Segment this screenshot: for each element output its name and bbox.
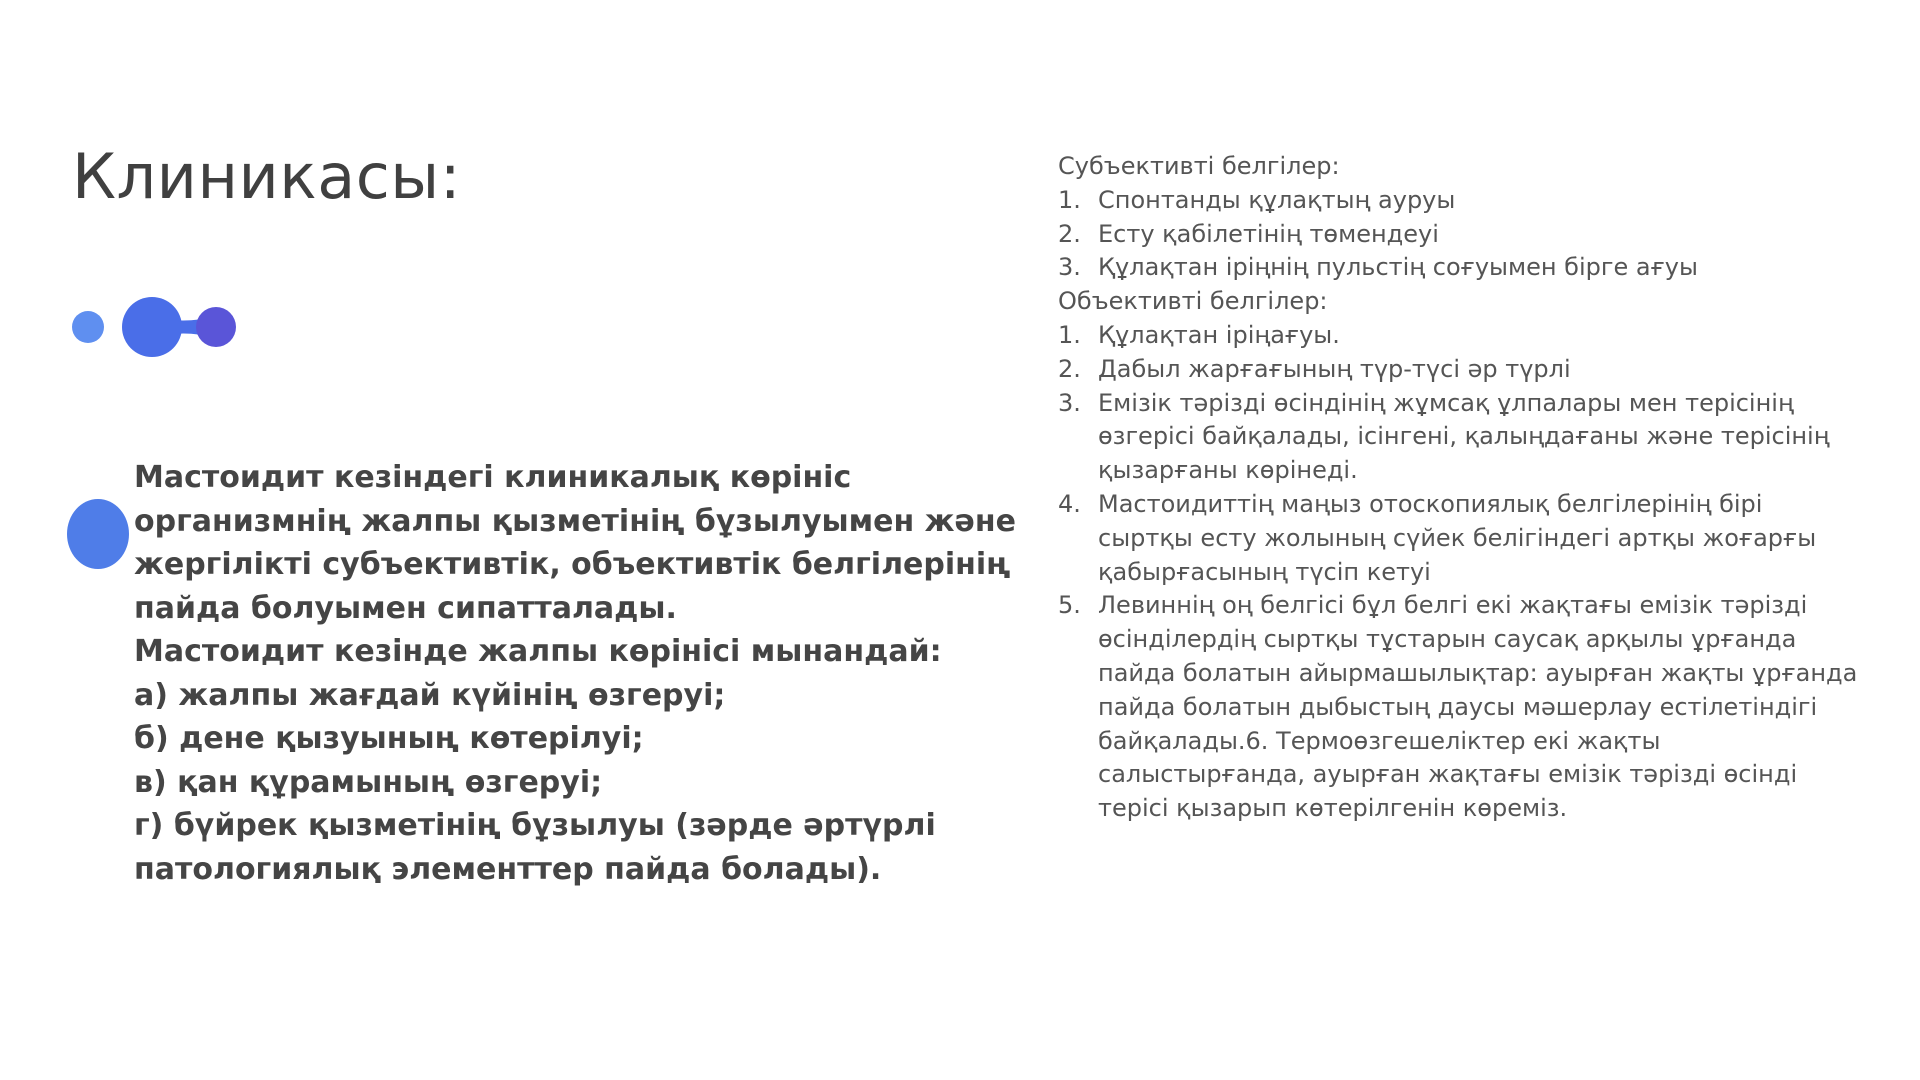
list-text: Емізік тәрізді өсіндінің жұмсақ ұлпалары мен терісінің өзгерісі байқалады, ісінгені, қалыңдағаны және терісінің қызарғаны көрінеді. (1098, 388, 1830, 485)
main-paragraph: а) жалпы жағдай күйінің өзгеруі; (134, 677, 726, 713)
list-item (1058, 589, 1858, 826)
list-text: Құлақтан іріңағуы. (1098, 320, 1340, 349)
subjective-heading: Субъективті белгілер: (1058, 152, 1340, 180)
list-item (1058, 218, 1858, 252)
list-number: 3. (1058, 253, 1081, 282)
main-paragraph: в) қан құрамының өзгеруі; (134, 764, 603, 800)
bullet-dot-shape (67, 499, 129, 569)
list-item (1058, 488, 1858, 589)
slide-title: Клиникасы: (72, 140, 462, 213)
main-paragraph: Мастоидит кезінде жалпы көрінісі мынандай: (134, 634, 942, 669)
list-number: 5. (1058, 591, 1081, 620)
main-paragraph: г) бүйрек қызметінің бұзылуы (зәрде әртүрлі патологиялық элементтер пайда болады). (134, 808, 936, 887)
list-text: Есту қабілетінің төмендеуі (1098, 219, 1439, 248)
list-text: Құлақтан іріңнің пульстің соғуымен бірге ағуы (1098, 253, 1698, 282)
right-column (1058, 150, 1858, 826)
list-number: 2. (1058, 219, 1081, 248)
list-text: Спонтанды құлақтың ауруы (1098, 185, 1456, 214)
objective-heading: Объективті белгілер: (1058, 287, 1328, 316)
large-dot (122, 297, 182, 357)
list-item (1058, 184, 1858, 218)
main-paragraph: Мастоидит кезіндегі клиникалық көрініс организмнің жалпы қызметінің бұзылуымен және жергілікті субъективтік, объективтік белгілерінің пайда болуымен сипатталады. (134, 460, 1016, 626)
right-dot (196, 307, 236, 347)
list-text: Левиннің оң белгісі бұл белгі екі жақтағы емізік тәрізді өсінділердің сыртқы тұстарын саусақ арқылы ұрғанда пайда болатын айырмашылықтар: ауырған жақты ұрғанда пайда болатын дыбыстың даусы мәшерлау естілетіндігі байқалады.6. Термоөзгешеліктер екі жақты салыстырғанда, ауырған жақтағы емізік тәрізді өсінді терісі қызарып көтерілгенін көреміз. (1098, 591, 1858, 823)
main-paragraph: б) дене қызуының көтерілуі; (134, 721, 644, 756)
decorative-dots (66, 292, 246, 362)
list-item (1058, 251, 1858, 285)
list-number: 1. (1058, 320, 1081, 349)
list-number: 1. (1058, 185, 1081, 214)
list-text: Мастоидиттің маңыз отоскопиялық белгілерінің бірі сыртқы есту жолының сүйек белігіндегі артқы жоғарғы қабырғасының түсіп кетуі (1098, 489, 1817, 586)
bullet-dot (66, 498, 130, 570)
list-item (1058, 387, 1858, 488)
objective-list (1058, 319, 1858, 826)
subjective-list (1058, 184, 1858, 285)
list-number: 4. (1058, 489, 1081, 518)
list-text: Дабыл жарғағының түр-түсі әр түрлі (1098, 354, 1571, 383)
list-item (1058, 353, 1858, 387)
list-number: 3. (1058, 388, 1081, 417)
list-number: 2. (1058, 354, 1081, 383)
main-text (134, 456, 1034, 891)
list-item (1058, 319, 1858, 353)
small-dot (72, 311, 104, 343)
